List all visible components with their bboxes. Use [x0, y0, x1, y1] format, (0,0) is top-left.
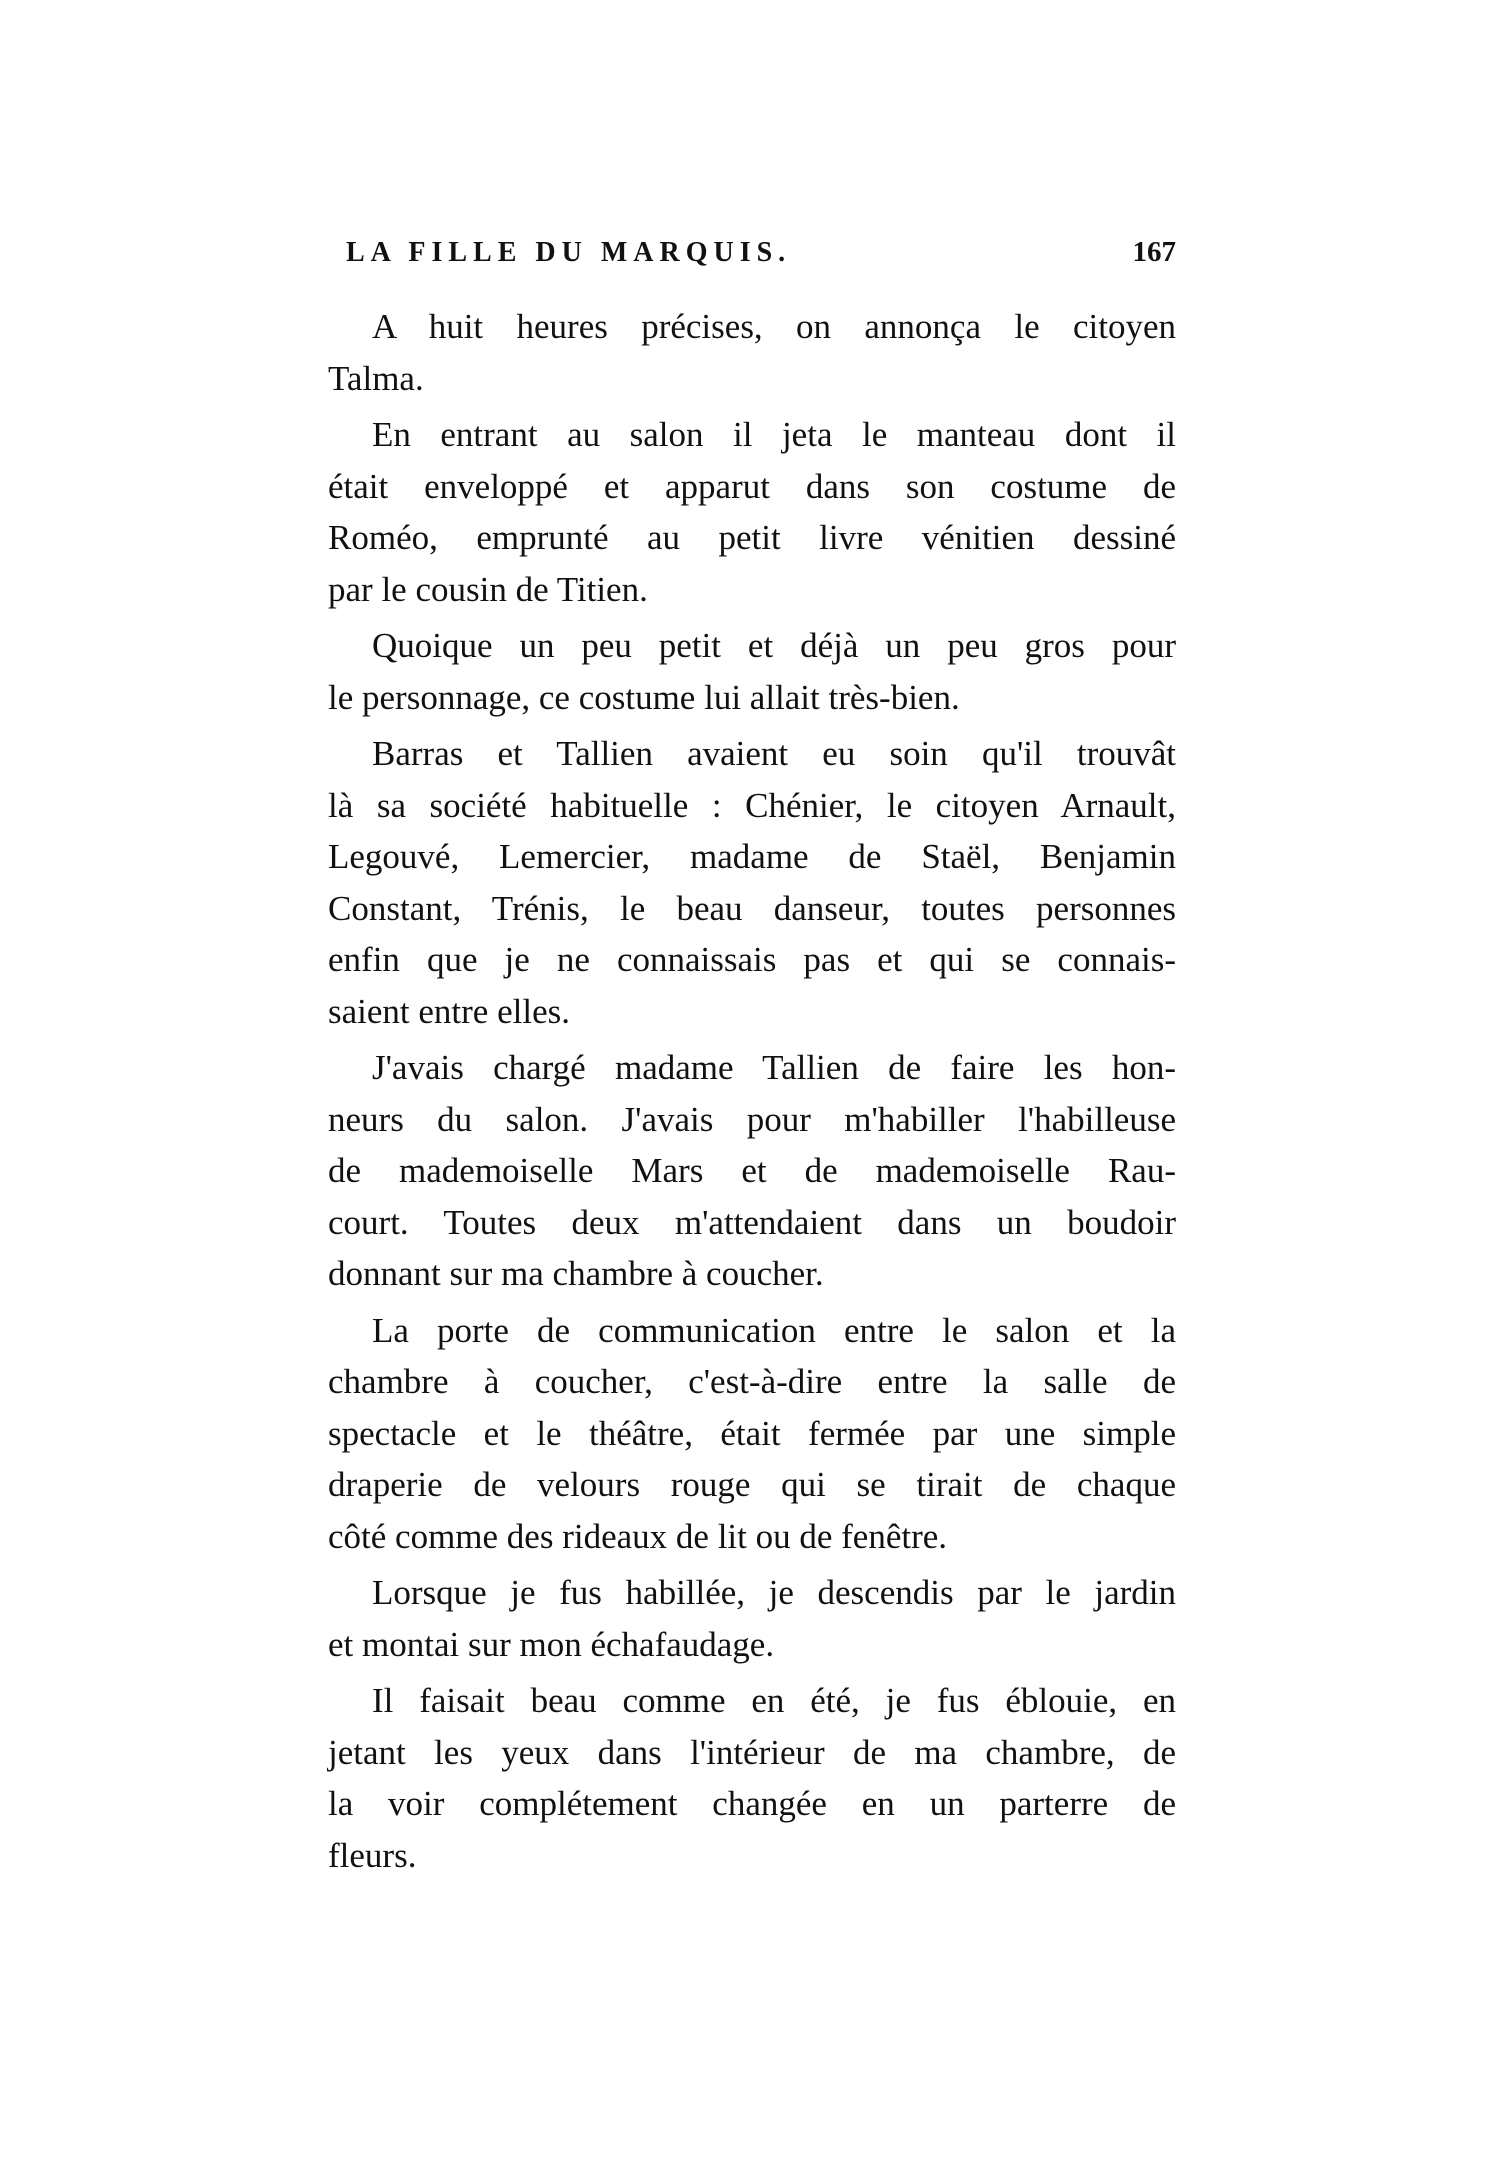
running-header — [328, 236, 1176, 296]
text-line: donnant sur ma chambre à coucher. — [328, 1254, 824, 1293]
text-line: court. Toutes deux m'attendaient dans un boudoir — [328, 1202, 1176, 1242]
book-page — [328, 236, 1176, 1881]
text-line: par le cousin de Titien. — [328, 569, 648, 609]
paragraph — [328, 1675, 1176, 1881]
text-line: là sa société habituelle : Chénier, le citoyen Arnault, — [328, 785, 1176, 825]
text-line: côté comme des rideaux de lit ou de fenêtre. — [328, 1516, 948, 1556]
paragraph — [328, 728, 1176, 1037]
text-line: Barras et Tallien avaient eu soin qu'il trouvât — [372, 734, 1176, 773]
text-line: Lorsque je fus habillée, je descendis par le jardin — [372, 1573, 1176, 1612]
text-line: saient entre elles. — [328, 991, 570, 1031]
paragraph — [328, 1042, 1176, 1300]
text-line: Il faisait beau comme en été, je fus éblouie, en — [372, 1681, 1176, 1720]
text-line: le personnage, ce costume lui allait très-bien. — [328, 677, 960, 717]
text-line: Quoique un peu petit et déjà un peu gros pour — [372, 626, 1176, 665]
paragraph — [328, 1567, 1176, 1670]
paragraph — [328, 409, 1176, 615]
paragraph — [328, 620, 1176, 723]
text-line: J'avais chargé madame Tallien de faire les hon- — [372, 1048, 1176, 1087]
text-line: chambre à coucher, c'est-à-dire entre la salle de — [328, 1362, 1176, 1401]
text-line: Legouvé, Lemercier, madame de Staël, Benjamin — [328, 837, 1176, 876]
text-line: fleurs. — [328, 1835, 417, 1875]
text-line: A huit heures précises, on annonça le citoyen — [372, 307, 1176, 346]
text-line: La porte de communication entre le salon et la — [372, 1310, 1176, 1350]
text-line: jetant les yeux dans l'intérieur de ma chambre, de — [328, 1732, 1176, 1772]
text-line: Constant, Trénis, le beau danseur, toutes personnes — [328, 888, 1176, 928]
text-line: enfin que je ne connaissais pas et qui se connais- — [328, 940, 1176, 979]
text-line: draperie de velours rouge qui se tirait de chaque — [328, 1465, 1176, 1504]
text-line: Talma. — [328, 358, 424, 398]
text-line: spectacle et le théâtre, était fermée par une simple — [328, 1413, 1176, 1453]
text-line: était enveloppé et apparut dans son costume de — [328, 466, 1176, 506]
page-number: 167 — [1132, 236, 1176, 268]
paragraph — [328, 301, 1176, 404]
paragraph — [328, 1305, 1176, 1563]
text-line: En entrant au salon il jeta le manteau dont il — [372, 415, 1176, 454]
text-line: de mademoiselle Mars et de mademoiselle Rau- — [328, 1151, 1176, 1190]
text-line: neurs du salon. J'avais pour m'habiller l'habilleuse — [328, 1099, 1176, 1139]
running-title: LA FILLE DU MARQUIS. — [346, 237, 792, 268]
text-line: la voir complétement changée en un parterre de — [328, 1784, 1176, 1823]
text-line: Roméo, emprunté au petit livre vénitien dessiné — [328, 518, 1176, 557]
text-line: et montai sur mon échafaudage. — [328, 1624, 775, 1664]
page-body — [328, 301, 1176, 1881]
